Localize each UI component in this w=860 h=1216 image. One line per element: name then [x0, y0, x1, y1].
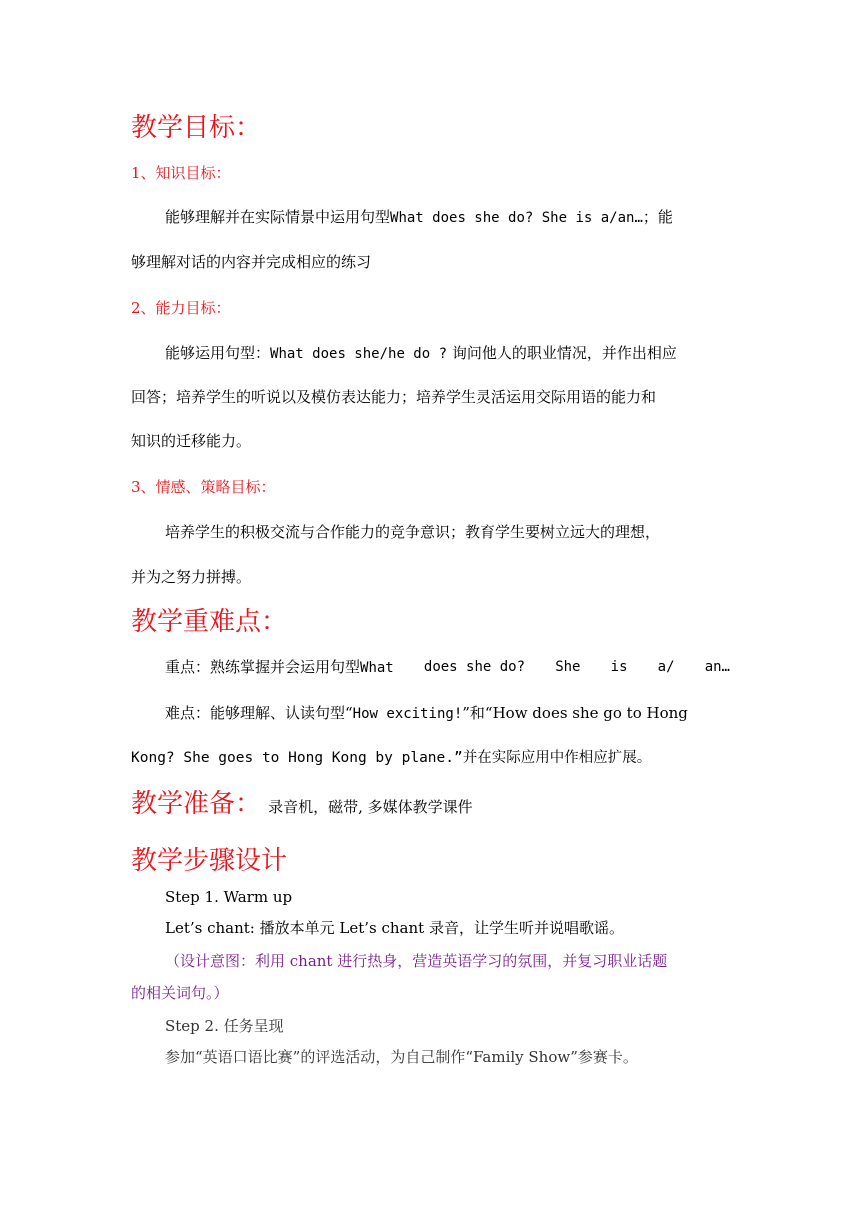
steps-heading: 教学步骤设计 — [131, 846, 288, 876]
ability-objective-line2: 回答；培养学生的听说以及模仿表达能力；培养学生灵活运用交际用语的能力和 — [131, 388, 657, 406]
preparation-row — [131, 789, 473, 819]
ability-line1-text-c: 询问他人的职业情况，并作出相应 — [451, 344, 677, 362]
objectives-heading: 教学目标： — [131, 113, 262, 143]
knowledge-line1-sentence: What does she do? She is a/an… — [390, 210, 643, 226]
step1-text: Let’s chant: 播放本单元 Let’s chant 录音，让学生听并说唱歌谣。 — [165, 919, 624, 937]
focus-word-2: does she do? — [423, 659, 526, 675]
knowledge-objective-title: 1、知识目标： — [131, 164, 231, 182]
step1-intent-line2: 的相关词句。） — [131, 984, 229, 1002]
focus-word-6: an… — [704, 659, 730, 675]
knowledge-line1-text-c: ；能 — [642, 208, 673, 226]
focus-label: 重点：熟练掌握并会运用句型What — [165, 658, 394, 676]
ability-line1-text-a: 能够运用句型： — [165, 344, 271, 362]
difficulty-text-c: ”和“How does she go to Hong — [462, 704, 688, 722]
preparation-heading: 教学准备： — [131, 789, 262, 819]
knowledge-objective-line1 — [165, 207, 673, 228]
step1-intent-line1: （设计意图：利用 chant 进行热身，营造英语学习的氛围，并复习职业话题 — [165, 952, 668, 970]
focus-word-5: a/ — [657, 659, 675, 675]
knowledge-objective-line2: 够理解对话的内容并完成相应的练习 — [131, 253, 372, 271]
difficulty-line1 — [165, 703, 688, 724]
ability-line1-sentence: What does she/he do ? — [270, 346, 448, 362]
key-points-heading: 教学重难点： — [131, 607, 288, 637]
step2-title: Step 2. 任务呈现 — [165, 1017, 284, 1035]
focus-word-3: She — [555, 659, 581, 675]
knowledge-line1-text-a: 能够理解并在实际情景中运用句型 — [165, 208, 391, 226]
difficulty-line2: Kong? She goes to Hong Kong by plane.”并在实际应用中作相应扩展。 — [131, 750, 652, 766]
focus-line — [165, 657, 730, 678]
emotion-objective-title: 3、情感、策略目标： — [131, 478, 276, 496]
difficulty-sentence: How exciting! — [352, 706, 463, 722]
preparation-content: 录音机，磁带, 多媒体教学课件 — [268, 798, 473, 816]
focus-word-4: is — [610, 659, 628, 675]
emotion-objective-line1: 培养学生的积极交流与合作能力的竞争意识；教育学生要树立远大的理想， — [165, 523, 661, 541]
difficulty-text-a: 难点：能够理解、认读句型“ — [165, 704, 353, 722]
ability-objective-line3: 知识的迁移能力。 — [131, 432, 252, 450]
step1-title: Step 1. Warm up — [165, 888, 293, 906]
step2-text: 参加“英语口语比赛”的评选活动，为自己制作“Family Show”参赛卡。 — [165, 1048, 638, 1066]
ability-objective-line1 — [165, 343, 677, 364]
ability-objective-title: 2、能力目标： — [131, 299, 231, 317]
emotion-objective-line2: 并为之努力拼搏。 — [131, 568, 252, 586]
